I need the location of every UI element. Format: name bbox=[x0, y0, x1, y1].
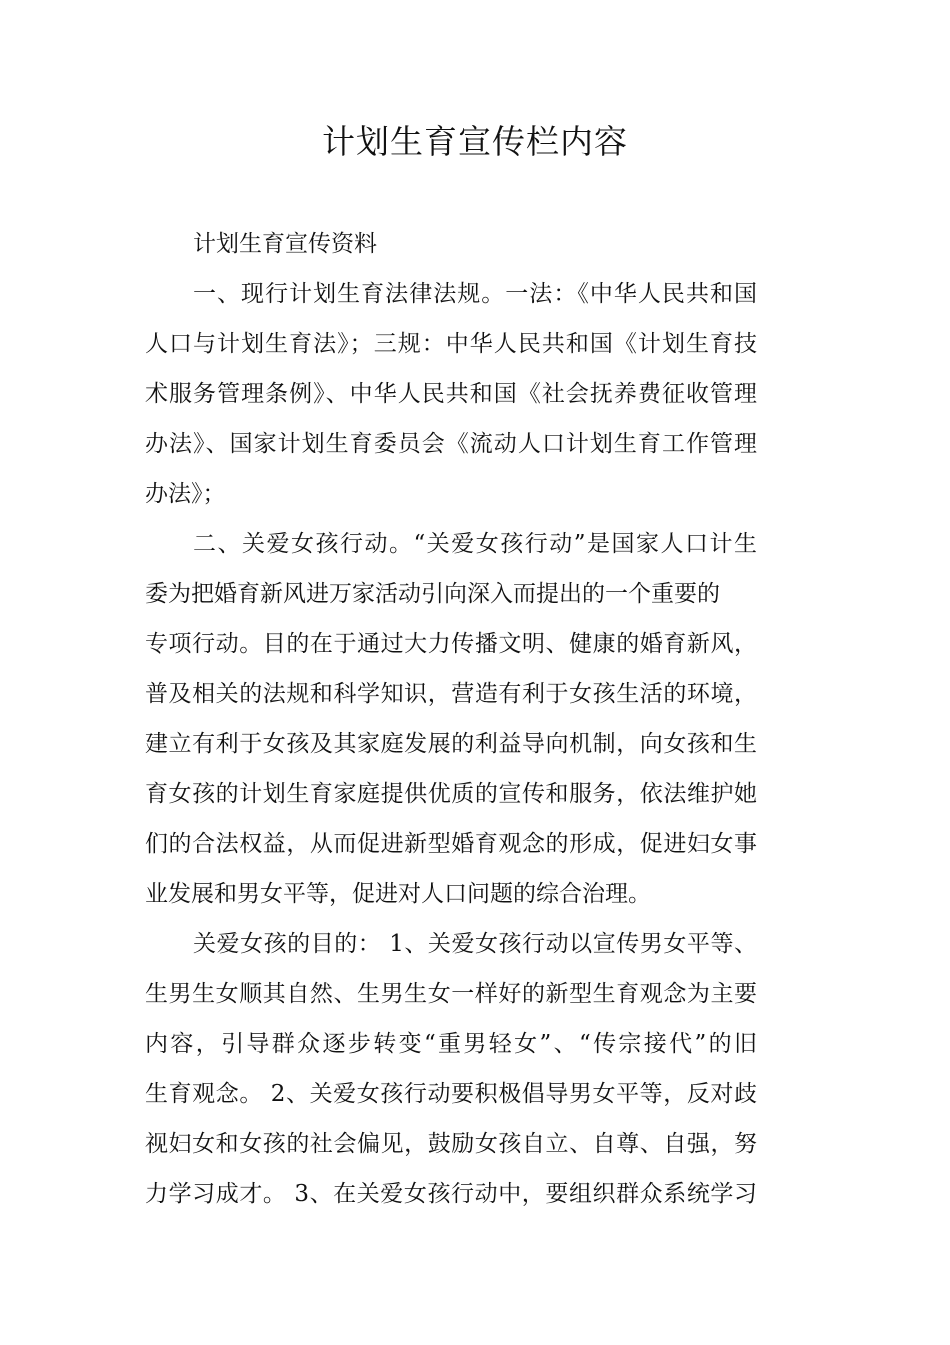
text-line: 专项行动。目的在于通过大力传播文明、健康的婚育新风， bbox=[145, 631, 757, 657]
text-line: 人口与计划生育法》；三规：中华人民共和国《计划生育技 bbox=[145, 331, 757, 357]
text-line: 们的合法权益，从而促进新型婚育观念的形成，促进妇女事 bbox=[145, 831, 757, 857]
text-line: 计划生育宣传资料 bbox=[193, 231, 377, 257]
text-line: 关爱女孩的目的： 1、关爱女孩行动以宣传男女平等、 bbox=[193, 931, 757, 957]
text-line: 普及相关的法规和科学知识，营造有利于女孩生活的环境， bbox=[145, 681, 757, 707]
text-line: 术服务管理条例》、中华人民共和国《社会抚养费征收管理 bbox=[145, 381, 757, 407]
text-line: 内容，引导群众逐步转变“重男轻女”、“传宗接代”的旧 bbox=[145, 1031, 757, 1057]
text-line: 委为把婚育新风进万家活动引向深入而提出的一个重要的 bbox=[145, 581, 720, 607]
text-line: 业发展和男女平等，促进对人口问题的综合治理。 bbox=[145, 881, 651, 907]
document-title: 计划生育宣传栏内容 bbox=[322, 122, 628, 161]
text-line: 办法》； bbox=[145, 481, 226, 507]
text-line: 办法》、国家计划生育委员会《流动人口计划生育工作管理 bbox=[145, 431, 757, 457]
text-line: 建立有利于女孩及其家庭发展的利益导向机制，向女孩和生 bbox=[145, 731, 757, 757]
text-line: 二、关爱女孩行动。“关爱女孩行动”是国家人口计生 bbox=[193, 531, 757, 557]
text-line: 生男生女顺其自然、生男生女一样好的新型生育观念为主要 bbox=[145, 981, 757, 1007]
text-line: 育女孩的计划生育家庭提供优质的宣传和服务，依法维护她 bbox=[145, 781, 757, 807]
text-line: 力学习成才。 3、在关爱女孩行动中，要组织群众系统学习 bbox=[145, 1181, 757, 1207]
text-line: 生育观念。 2、关爱女孩行动要积极倡导男女平等，反对歧 bbox=[145, 1081, 757, 1107]
text-line: 视妇女和女孩的社会偏见，鼓励女孩自立、自尊、自强，努 bbox=[145, 1131, 757, 1157]
document-body bbox=[145, 219, 757, 1219]
text-line: 一、现行计划生育法律法规。一法：《中华人民共和国 bbox=[193, 281, 757, 307]
